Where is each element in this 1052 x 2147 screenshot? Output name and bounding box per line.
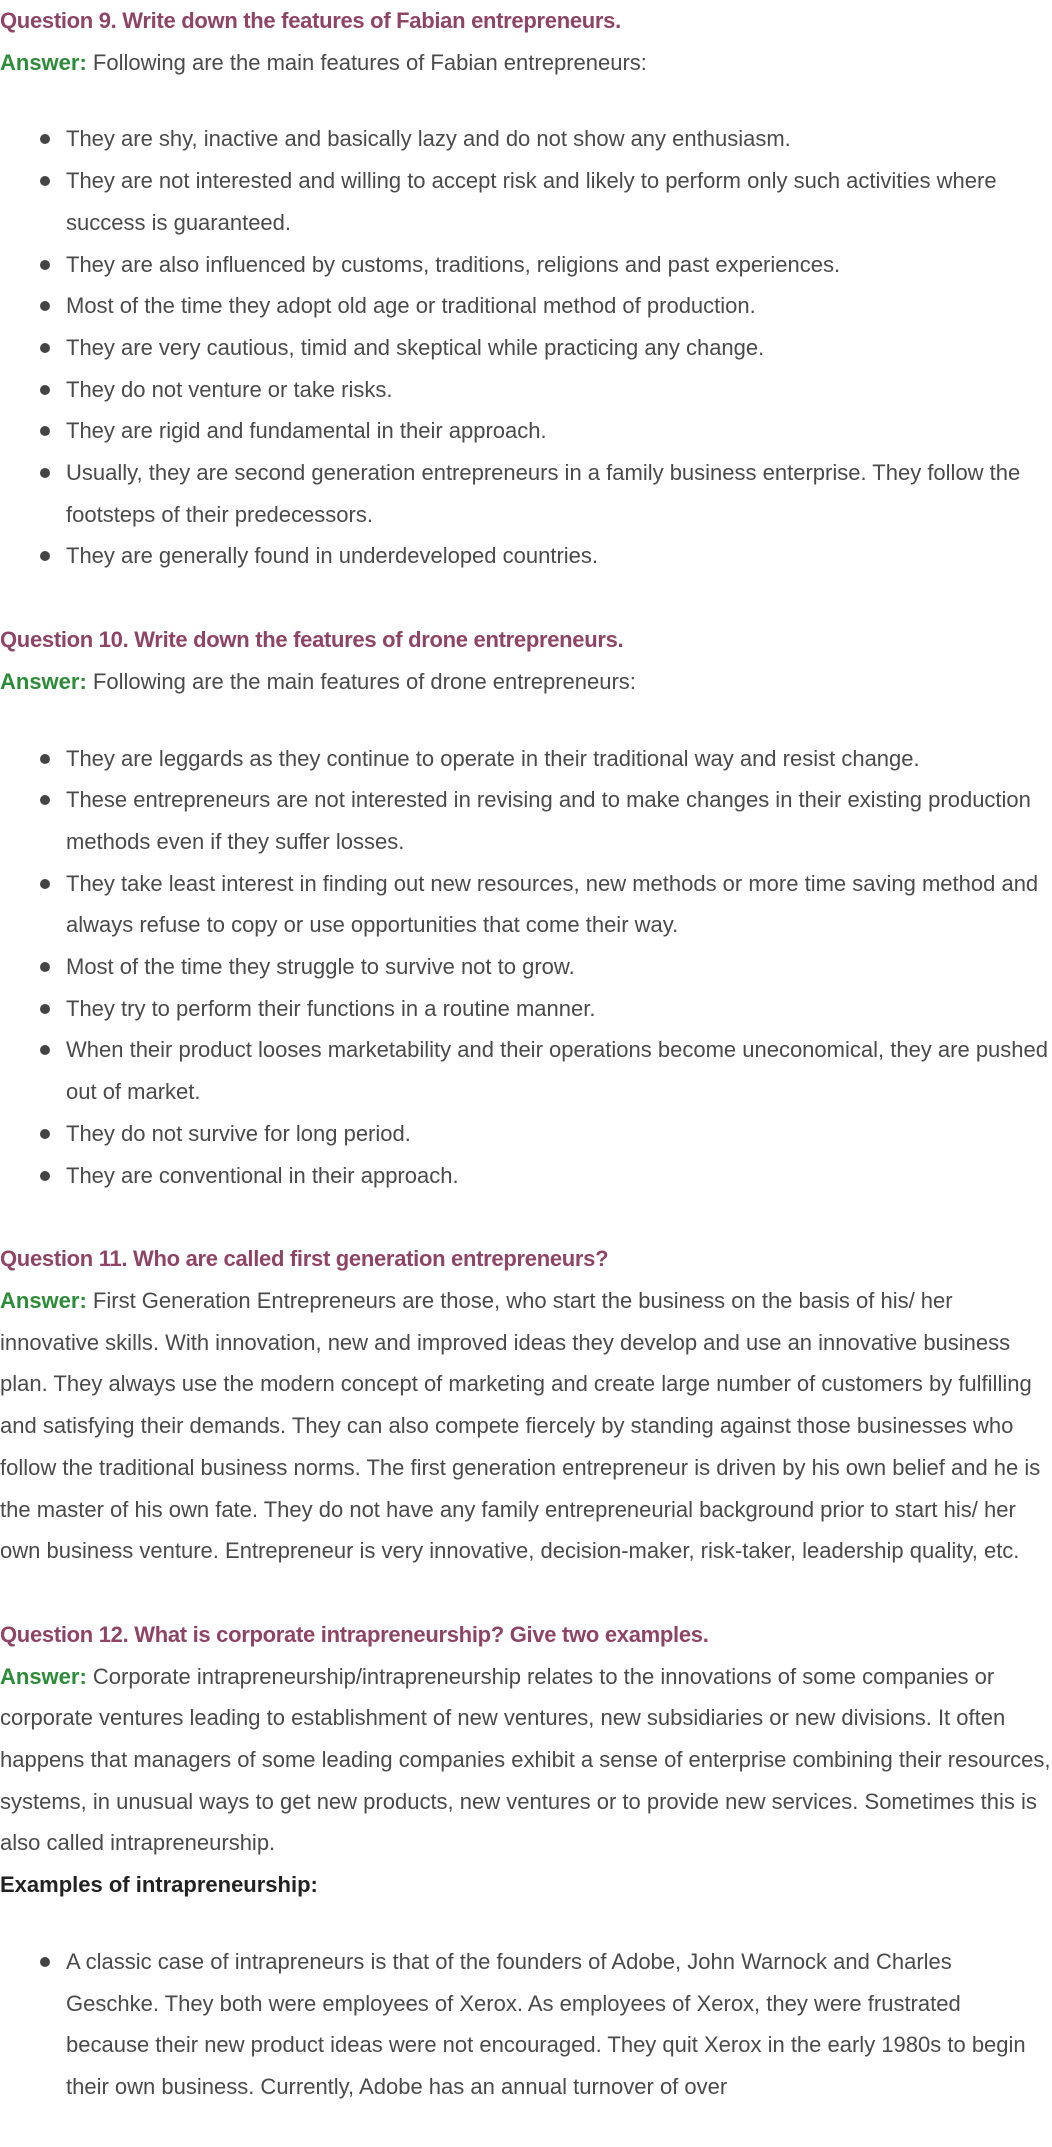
list-item: They try to perform their functions in a routine manner. (0, 988, 1052, 1030)
list-item: Most of the time they adopt old age or traditional method of production. (0, 285, 1052, 327)
answer-text: Corporate intrapreneurship/intrapreneurship relates to the innovations of some companies or corporate ventures leading to establishment of new ventures, new subsidiaries or new divisions. It often happens that managers of some leading companies exhibit a sense of enterprise combining their resources, systems, in unusual ways to get new products, new ventures or to provide new services. Sometimes this is also called intrapreneurship. (0, 1663, 1051, 1856)
answer-label: Answer: (0, 1663, 87, 1689)
list-item: They are shy, inactive and basically lazy and do not show any enthusiasm. (0, 118, 1052, 160)
question-11-section (0, 1238, 1052, 1572)
feature-list (0, 118, 1052, 577)
list-item: When their product looses marketability and their operations become uneconomical, they are pushed out of market. (0, 1029, 1052, 1112)
question-9-section (0, 0, 1052, 577)
answer-text: Following are the main features of drone entrepreneurs: (92, 668, 636, 694)
examples-list (0, 1941, 1052, 2108)
question-heading: Question 11. Who are called first generation entrepreneurs? (0, 1246, 609, 1272)
answer-paragraph (0, 1280, 1052, 1572)
examples-heading: Examples of intrapreneurship: (0, 1872, 318, 1898)
list-item: Most of the time they struggle to survive not to grow. (0, 946, 1052, 988)
list-item: These entrepreneurs are not interested in revising and to make changes in their existing production methods even if they suffer losses. (0, 779, 1052, 862)
answer-label: Answer: (0, 49, 87, 75)
question-heading: Question 12. What is corporate intrapreneurship? Give two examples. (0, 1621, 709, 1647)
list-item: They are rigid and fundamental in their approach. (0, 410, 1052, 452)
answer-text: Following are the main features of Fabian entrepreneurs: (92, 49, 647, 75)
answer-label: Answer: (0, 1287, 87, 1313)
list-item: They take least interest in finding out new resources, new methods or more time saving method and always refuse to copy or use opportunities that come their way. (0, 863, 1052, 946)
answer-intro (0, 661, 1052, 703)
list-item: They do not venture or take risks. (0, 369, 1052, 411)
feature-list (0, 738, 1052, 1197)
list-item: They are generally found in underdeveloped countries. (0, 535, 1052, 577)
answer-paragraph (0, 1656, 1052, 1865)
list-item: A classic case of intrapreneurs is that of the founders of Adobe, John Warnock and Charles Geschke. They both were employees of Xerox. As employees of Xerox, they were frustrated because their new product ideas were not encouraged. They quit Xerox in the early 1980s to begin their own business. Currently, Adobe has an annual turnover of over (0, 1941, 1052, 2108)
list-item: They are also influenced by customs, traditions, religions and past experiences. (0, 244, 1052, 286)
answer-text: First Generation Entrepreneurs are those, who start the business on the basis of his/ her innovative skills. With innovation, new and improved ideas they develop and use an innovative business plan. They always use the modern concept of marketing and create large number of customers by fulfilling and satisfying their demands. They can also compete fiercely by standing against those businesses who follow the traditional business norms. The first generation entrepreneur is driven by his own belief and he is the master of his own fate. They do not have any family entrepreneurial background prior to start his/ her own business venture. Entrepreneur is very innovative, decision-maker, risk-taker, leadership quality, etc. (0, 1287, 1041, 1564)
list-item: They are very cautious, timid and skeptical while practicing any change. (0, 327, 1052, 369)
list-item: They are leggards as they continue to operate in their traditional way and resist change. (0, 738, 1052, 780)
question-10-section (0, 619, 1052, 1196)
list-item: Usually, they are second generation entrepreneurs in a family business enterprise. They follow the footsteps of their predecessors. (0, 452, 1052, 535)
answer-intro (0, 42, 1052, 84)
list-item: They are not interested and willing to accept risk and likely to perform only such activities where success is guaranteed. (0, 160, 1052, 243)
question-heading: Question 9. Write down the features of Fabian entrepreneurs. (0, 8, 621, 33)
list-item: They are conventional in their approach. (0, 1155, 1052, 1197)
question-12-section (0, 1614, 1052, 2108)
list-item: They do not survive for long period. (0, 1113, 1052, 1155)
answer-label: Answer: (0, 668, 87, 694)
question-heading: Question 10. Write down the features of drone entrepreneurs. (0, 627, 624, 653)
